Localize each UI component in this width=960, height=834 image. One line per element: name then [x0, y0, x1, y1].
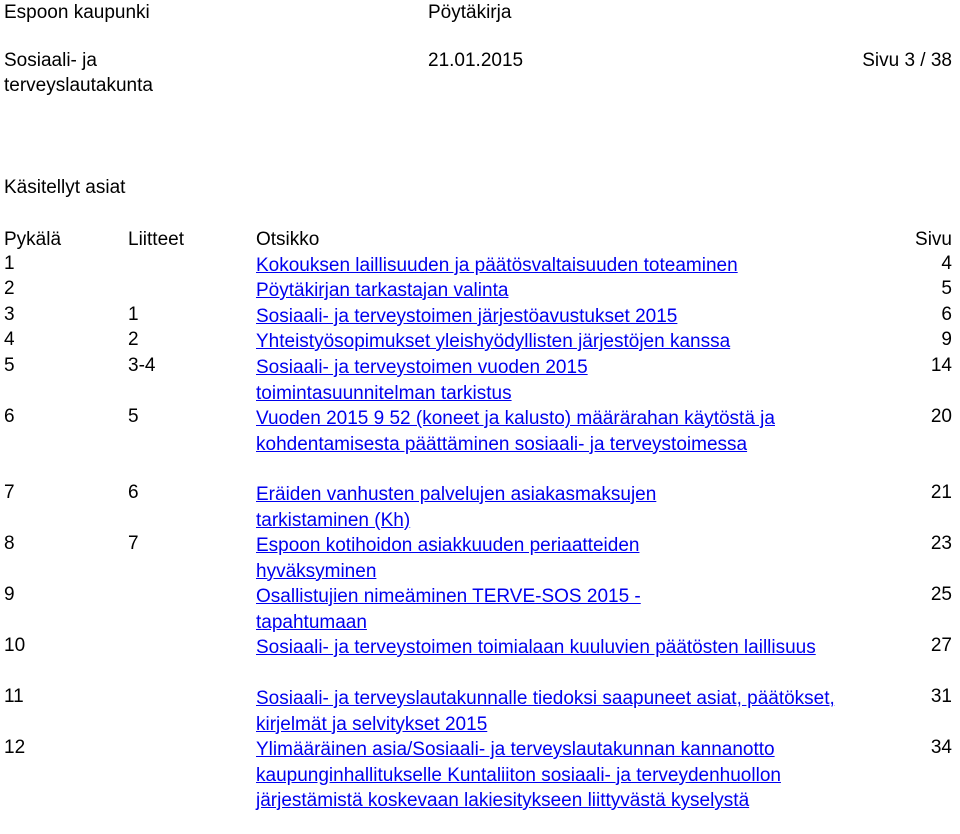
column-header-page: Sivu [915, 229, 952, 250]
item-title-link[interactable]: Ylimääräinen asia/Sosiaali- ja terveyslautakunnan kannanotto kaupunginhallitukselle Kuntaliiton sosiaali- ja terveydenhuollon järjestämistä koskevaan lakiesitykseen liittyvästä kyselystä [256, 739, 781, 811]
item-title-link[interactable]: Yhteistyösopimukset yleishyödyllisten järjestöjen kanssa [256, 331, 731, 352]
item-page: 27 [930, 635, 952, 656]
section-title: Käsitellyt asiat [4, 177, 126, 198]
item-page: 6 [941, 304, 952, 325]
attachment-number: 5 [128, 406, 139, 427]
item-title-link[interactable]: Eräiden vanhusten palvelujen asiakasmaksujen tarkistaminen (Kh) [256, 484, 657, 531]
attachment-number: 3-4 [128, 355, 156, 376]
item-title-link[interactable]: Osallistujien nimeäminen TERVE-SOS 2015 - tapahtumaan [256, 586, 641, 633]
org-name: Espoon kaupunki [4, 2, 150, 23]
attachment-number: 7 [128, 533, 139, 554]
page-number: Sivu 3 / 38 [862, 50, 952, 71]
document-type: Pöytäkirja [428, 2, 512, 23]
section-number: 11 [4, 686, 24, 707]
item-title-link[interactable]: Espoon kotihoidon asiakkuuden periaatteiden hyväksyminen [256, 535, 640, 582]
section-number: 6 [4, 406, 15, 427]
item-page: 14 [930, 355, 952, 376]
board-name-line1: Sosiaali- ja [4, 50, 97, 71]
attachment-number: 6 [128, 482, 139, 503]
item-page: 20 [930, 406, 952, 427]
column-header-title: Otsikko [256, 229, 320, 250]
column-header-section: Pykälä [4, 229, 62, 250]
item-page: 21 [930, 482, 952, 503]
section-number: 3 [4, 304, 15, 325]
section-number: 4 [4, 329, 15, 350]
column-header-attachments: Liitteet [128, 229, 184, 250]
item-title-link[interactable]: Pöytäkirjan tarkastajan valinta [256, 280, 509, 301]
section-number: 7 [4, 482, 15, 503]
section-number: 2 [4, 278, 15, 299]
section-number: 8 [4, 533, 15, 554]
section-number: 12 [4, 737, 26, 758]
section-number: 5 [4, 355, 15, 376]
section-number: 1 [4, 253, 15, 274]
item-title-link[interactable]: Sosiaali- ja terveyslautakunnalle tiedoksi saapuneet asiat, päätökset, kirjelmät ja selvitykset 2015 [256, 688, 835, 735]
section-number: 10 [4, 635, 26, 656]
item-page: 34 [930, 737, 952, 758]
item-page: 23 [930, 533, 952, 554]
item-page: 4 [941, 253, 952, 274]
item-page: 5 [941, 278, 952, 299]
section-number: 9 [4, 584, 15, 605]
item-title-link[interactable]: Kokouksen laillisuuden ja päätösvaltaisuuden toteaminen [256, 255, 738, 276]
item-title-link[interactable]: Vuoden 2015 9 52 (koneet ja kalusto) määrärahan käytöstä ja kohdentamisesta päättäminen sosiaali- ja terveystoimessa [256, 408, 775, 455]
attachment-number: 2 [128, 329, 139, 350]
item-title-link[interactable]: Sosiaali- ja terveystoimen järjestöavustukset 2015 [256, 306, 678, 327]
item-title-link[interactable]: Sosiaali- ja terveystoimen toimialaan kuuluvien päätösten laillisuus [256, 637, 816, 658]
item-page: 31 [930, 686, 952, 707]
board-name-line2: terveyslautakunta [4, 75, 153, 96]
attachment-number: 1 [128, 304, 139, 325]
item-page: 9 [941, 329, 952, 350]
item-page: 25 [930, 584, 952, 605]
meeting-date: 21.01.2015 [428, 50, 524, 71]
item-title-link[interactable]: Sosiaali- ja terveystoimen vuoden 2015 toimintasuunnitelman tarkistus [256, 357, 588, 404]
